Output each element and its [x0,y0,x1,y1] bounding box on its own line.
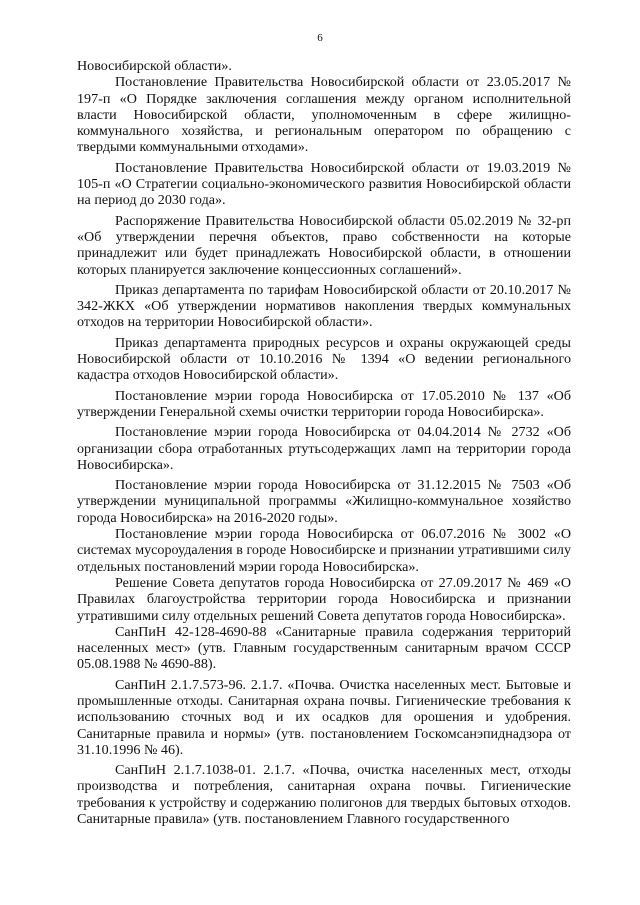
paragraph: Постановление Правительства Новосибирской области от 23.05.2017 № 197-п «О Порядке заключения соглашения между органом исполнительной власти Новосибирской области, уполномоченным в сфере жилищно-коммунального хозяйства, и региональным оператором по обращению с твердыми коммунальными отходами». [77,74,571,156]
paragraph: СанПиН 2.1.7.573-96. 2.1.7. «Почва. Очистка населенных мест. Бытовые и промышленные отходы. Санитарная охрана почвы. Гигиенические требования к использованию сточных вод и их осадков для орошения и удобрения. Санитарные правила и нормы» (утв. постановлением Госкомсанэпиднадзора от 31.10.1996 № 46). [77,676,571,758]
paragraph: Новосибирской области». [77,58,232,74]
paragraph: Приказ департамента природных ресурсов и охраны окружающей среды Новосибирской области от 10.10.2016 № 1394 «О ведении регионального кадастра отходов Новосибирской области». [77,334,571,384]
paragraph: Постановление мэрии города Новосибирска от 17.05.2010 № 137 «Об утверждении Генеральной схемы очистки территории города Новосибирска». [77,387,571,420]
paragraph: СанПиН 2.1.7.1038-01. 2.1.7. «Почва, очистка населенных мест, отходы производства и потребления, санитарная охрана почвы. Гигиенические требования к устройству и содержанию полигонов для твердых бытовых отходов. Санитарные правила» (утв. постановлением Главного государственного [77,762,571,828]
paragraph: СанПиН 42-128-4690-88 «Санитарные правила содержания территорий населенных мест» (утв. Главным государственным санитарным врачом СССР 05.08.1988 № 4690-88). [77,623,571,673]
page-number: 6 [317,32,323,44]
paragraph: Постановление мэрии города Новосибирска от 31.12.2015 № 7503 «Об утверждении муниципальной программы «Жилищно-коммунальное хозяйство города Новосибирска» на 2016-2020 годы». [77,477,571,526]
paragraph: Постановление Правительства Новосибирской области от 19.03.2019 № 105-п «О Стратегии социально-экономического развития Новосибирской области на период до 2030 года». [77,159,571,209]
paragraph: Постановление мэрии города Новосибирска от 04.04.2014 № 2732 «Об организации сбора отработанных ртутьсодержащих ламп на территории города Новосибирска». [77,424,571,473]
paragraph: Решение Совета депутатов города Новосибирска от 27.09.2017 № 469 «О Правилах благоустройства территории города Новосибирска и признании утратившими силу отдельных решений Совета депутатов города Новосибирска». [77,574,571,624]
paragraph: Приказ департамента по тарифам Новосибирской области от 20.10.2017 № 342-ЖКХ «Об утверждении нормативов накопления твердых коммунальных отходов на территории Новосибирской области». [77,281,571,331]
paragraph: Распоряжение Правительства Новосибирской области 05.02.2019 № 32-рп «Об утверждении перечня объектов, право собственности на которые принадлежит или будет принадлежать Новосибирской области, в отношении которых планируется заключение концессионных соглашений». [77,212,571,278]
document-body [77,58,571,827]
paragraph: Постановление мэрии города Новосибирска от 06.07.2016 № 3002 «О системах мусороудаления в городе Новосибирске и признании утратившими силу отдельных постановлений мэрии города Новосибирска». [77,526,571,575]
